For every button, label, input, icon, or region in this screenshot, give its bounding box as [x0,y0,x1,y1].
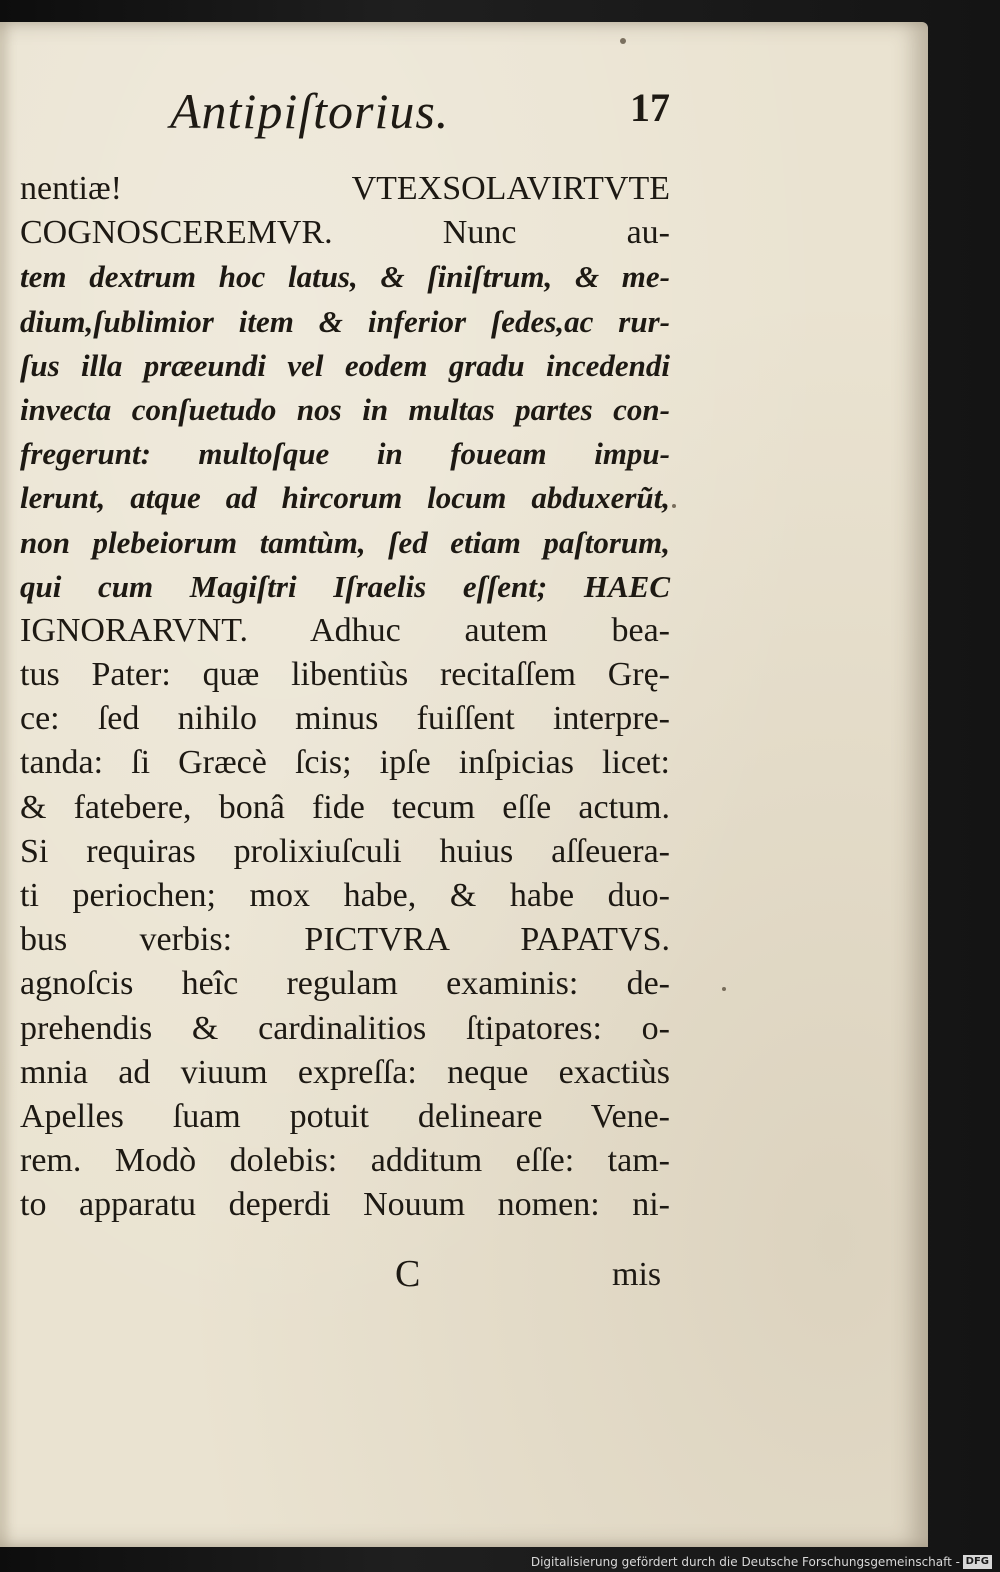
catchword: mis [612,1256,662,1293]
digitization-credit: Digitalisierung gefördert durch die Deutsche Forschungsgemeinschaft - [530,1555,960,1569]
text-line-14: tanda: ſi Græcè ſcis; ipſe inſpicias licet: [20,744,670,782]
text-line-23: rem. Modò dolebis: additum eſſe: tam- [20,1142,670,1180]
book-page [0,22,928,1547]
body-text [20,167,670,1228]
text-line-5: ſus illa præeundi vel eodem gradu incedendi [20,347,670,383]
text-line-4: dium,ſublimior item & inferior ſedes,ac rur- [20,303,670,339]
text-line-10: qui cum Magiſtri Iſraelis eſſent; HAEC [20,568,670,604]
text-line-13: ce: ſed nihilo minus fuiſſent interpre- [20,700,670,738]
ink-speck [722,987,726,991]
text-line-17: ti periochen; mox habe, & habe duo- [20,877,670,914]
signature-mark: C [395,1253,421,1295]
ink-speck [620,38,626,44]
text-line-18: bus verbis: PICTVRA PAPATVS. [20,921,670,959]
text-line-6: invecta conſuetudo nos in multas partes con- [20,391,670,427]
text-line-1: nentiæ! VTEXSOLAVIRTVTE [20,170,670,207]
text-line-16: Si requiras prolixiuſculi huius aſſeuera- [20,832,670,870]
dfg-logo: DFG [963,1555,992,1569]
text-line-20: prehendis & cardinalitios ſtipatores: o- [20,1009,670,1047]
text-line-12: tus Pater: quæ libentiùs recitaſſem Grę- [20,656,670,694]
text-line-21: mnia ad viuum expreſſa: neque exactiùs [20,1053,670,1091]
running-head [170,82,670,162]
text-line-3: tem dextrum hoc latus, & ſiniſtrum, & me- [20,259,670,295]
page-number: 17 [630,85,670,130]
text-line-24: to apparatu deperdi Nouum nomen: ni- [20,1186,670,1224]
text-line-7: fregerunt: multoſque in foueam impu- [20,436,670,472]
ink-speck [672,504,676,508]
text-line-22: Apelles ſuam potuit delineare Vene- [20,1097,670,1135]
text-line-15: & fatebere, bonâ fide tecum eſſe actum. [20,788,670,826]
text-line-9: non plebeiorum tamtùm, ſed etiam paſtorum, [20,524,670,560]
running-head-title: Antipiſtorius. [170,83,450,139]
text-line-2: COGNOSCEREMVR. Nunc au- [20,214,670,252]
text-line-19: agnoſcis heîc regulam examinis: de- [20,965,670,1003]
text-line-8: lerunt, atque ad hircorum locum abduxerũt, [20,480,670,516]
text-line-11: IGNORARVNT. Adhuc autem bea- [20,611,670,649]
